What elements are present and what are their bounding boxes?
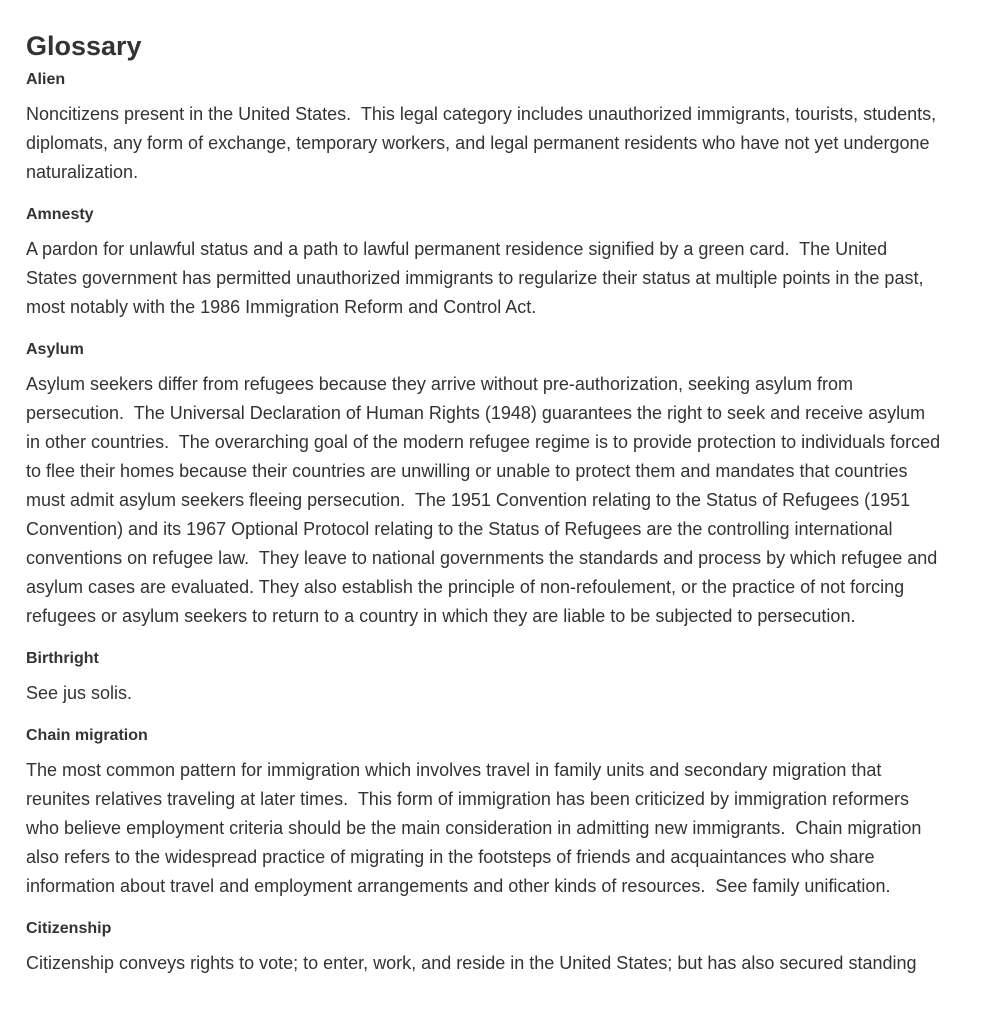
glossary-entry-chain-migration [26,726,941,901]
glossary-definition: Noncitizens present in the United States. This legal category includes unauthorized immigrants, tourists, students, diplomats, any form of exchange, temporary workers, and legal permanent residents who have not yet undergone naturalization. [26,104,942,182]
glossary-term: Citizenship [26,920,112,937]
glossary-definition: Citizenship conveys rights to vote; to enter, work, and reside in the United States; but has also secured standing [26,953,917,973]
glossary-definition: A pardon for unlawful status and a path to lawful permanent residence signified by a green card. The United States government has permitted unauthorized immigrants to regularize their status at multiple points in the past, most notably with the 1986 Immigration Reform and Control Act. [26,239,929,317]
page-title: Glossary [26,31,142,61]
glossary-term: Chain migration [26,727,148,744]
glossary-entry-birthright [26,649,941,708]
glossary-definition: The most common pattern for immigration which involves travel in family units and secondary migration that reunites relatives traveling at later times. This form of immigration has been criticized by immigration reformers who believe employment criteria should be the main consideration in admitting new immigrants. Chain migration also refers to the widespread practice of migrating in the footsteps of friends and acquaintances who share information about travel and employment arrangements and other kinds of resources. See family unification. [26,760,927,896]
glossary-term: Asylum [26,341,84,358]
glossary-term: Alien [26,71,66,88]
glossary-definition: See jus solis. [26,683,133,703]
glossary-list [26,70,946,978]
glossary-entry-alien [26,70,941,187]
glossary-term: Birthright [26,650,99,667]
glossary-entry-asylum [26,340,946,631]
glossary-page [26,0,946,996]
glossary-term: Amnesty [26,206,94,223]
glossary-entry-citizenship [26,919,941,978]
glossary-entry-amnesty [26,205,941,322]
glossary-definition: Asylum seekers differ from refugees because they arrive without pre-authorization, seeking asylum from persecution. The Universal Declaration of Human Rights (1948) guarantees the right to seek and receive asylum in other countries. The overarching goal of the modern refugee regime is to provide protection to individuals forced to flee their homes because their countries are unwilling or unable to protect them and mandates that countries must admit asylum seekers fleeing persecution. The 1951 Convention relating to the Status of Refugees (1951 Convention) and its 1967 Optional Protocol relating to the Status of Refugees are the controlling international conventions on refugee law. They leave to national governments the standards and process by which refugee and asylum cases are evaluated. They also establish the principle of non-refoulement, or the practice of not forcing refugees or asylum seekers to return to a country in which they are liable to be subjected to persecution. [26,374,946,626]
